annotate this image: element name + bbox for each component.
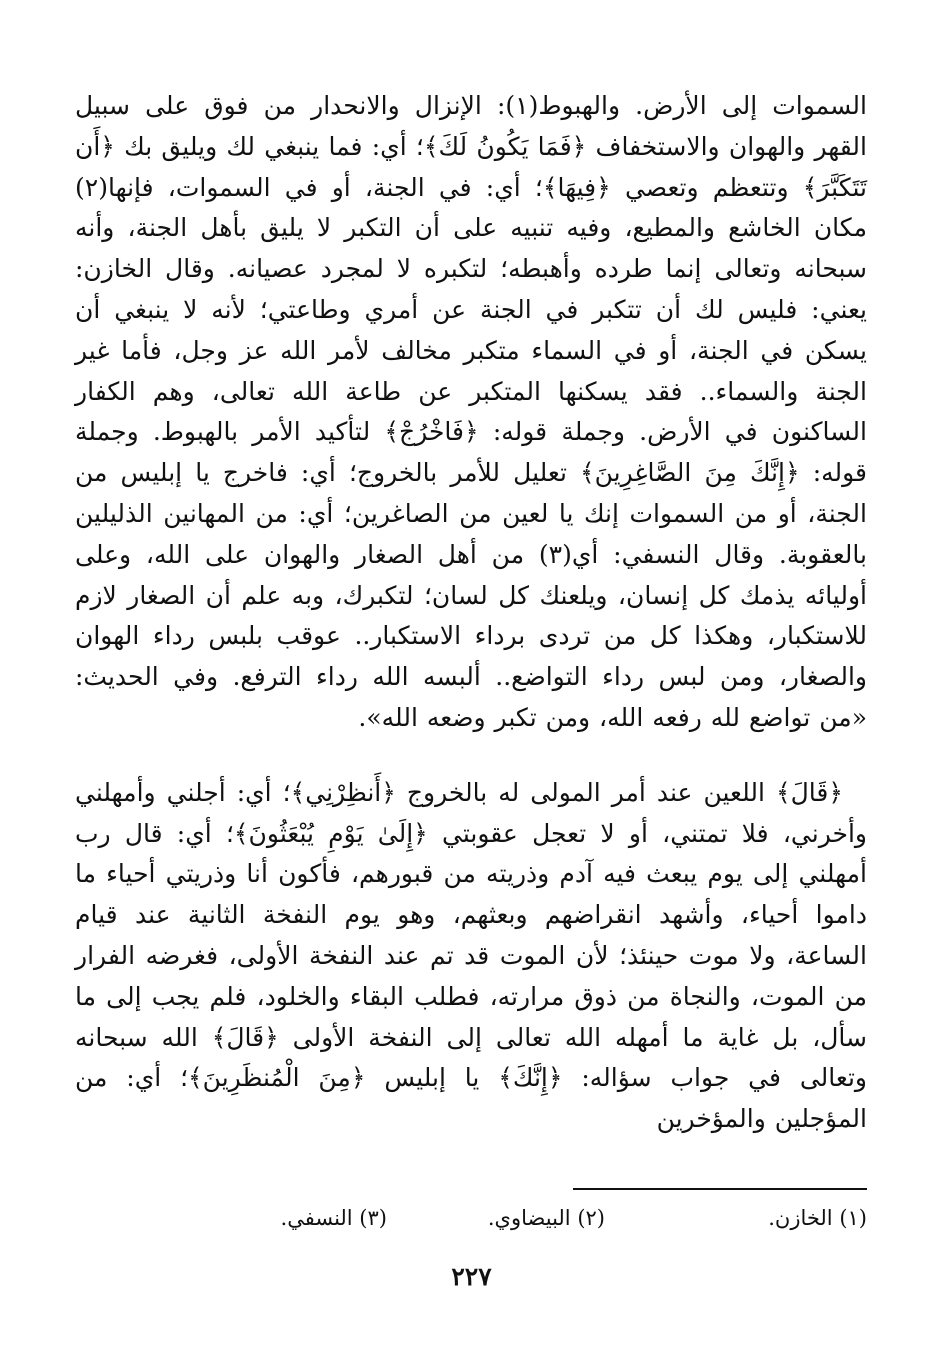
footnote-divider: [573, 1188, 867, 1190]
footnote-2: (٢) البيضاوي.: [487, 1206, 605, 1230]
page-body: [75, 86, 867, 1140]
footnote-1: (١) الخازن.: [768, 1206, 867, 1230]
body-paragraph-2: ﴿قَالَ﴾ اللعين عند أمر المولى له بالخروج ﴿أَنظِرْنِي﴾؛ أي: أجلني وأمهلني وأخرني، فلا تمتني، أو لا تعجل عقوبتي ﴿إِلَىٰ يَوْمِ يُبْعَثُونَ﴾؛ أي: قال رب أمهلني إلى يوم يبعث فيه آدم وذريته من قبورهم، فأكون أنا وذريتي أحياء ما داموا أحياء، وأشهد انقراضهم وبعثهم، وهو يوم النفخة الثانية عند قيام الساعة، ولا موت حينئذ؛ لأن الموت قد تم عند النفخة الأولى، فغرضه الفرار من الموت، والنجاة من ذوق مرارته، فطلب البقاء والخلود، فلم يجب إلى ما سأل، بل غاية ما أمهله الله تعالى إلى النفخة الأولى ﴿قَالَ﴾ الله سبحانه وتعالى في جواب سؤاله: ﴿إِنَّكَ﴾ يا إبليس ﴿مِنَ الْمُنظَرِينَ﴾؛ أي: من المؤجلين والمؤخرين: [75, 777, 867, 1134]
page-number: ٢٢٧: [451, 1262, 492, 1291]
body-paragraph-1: السموات إلى الأرض. والهبوط(١): الإنزال والانحدار من فوق على سبيل القهر والهوان والاستخفاف ﴿فَمَا يَكُونُ لَكَ﴾؛ أي: فما ينبغي لك ويليق بك ﴿أَن تَتَكَبَّرَ﴾ وتتعظم وتعصي ﴿فِيهَا﴾؛ أي: في الجنة، أو في السموات، فإنها(٢) مكان الخاشع والمطيع، وفيه تنبيه على أن التكبر لا يليق بأهل الجنة، وأنه سبحانه وتعالى إنما طرده وأهبطه؛ لتكبره لا لمجرد عصيانه. وقال الخازن: يعني: فليس لك أن تتكبر في الجنة عن أمري وطاعتي؛ لأنه لا ينبغي أن يسكن في الجنة، أو في السماء متكبر مخالف لأمر الله عز وجل، فأما غير الجنة والسماء.. فقد يسكنها المتكبر عن طاعة الله تعالى، وهم الكفار الساكنون في الأرض. وجملة قوله: ﴿فَاخْرُجْ﴾ لتأكيد الأمر بالهبوط. وجملة قوله: ﴿إِنَّكَ مِنَ الصَّاغِرِينَ﴾ تعليل للأمر بالخروج؛ أي: فاخرج يا إبليس من الجنة، أو من السموات إنك يا لعين من الصاغرين؛ أي: من المهانين الذليلين بالعقوبة. وقال النسفي: أي(٣) من أهل الصغار والهوان على الله، وعلى أوليائه يذمك كل إنسان، ويلعنك كل لسان؛ لتكبرك، وبه علم أن الصغار لازم للاستكبار، وهكذا كل من تردى برداء الاستكبار.. عوقب بلبس رداء الهوان والصغار، ومن لبس رداء التواضع.. ألبسه الله رداء الترفع. وفي الحديث: «من تواضع لله رفعه الله، ومن تكبر وضعه الله».: [75, 91, 868, 732]
footnote-3: (٣) النسفي.: [280, 1206, 387, 1230]
footnotes: [167, 1206, 867, 1240]
